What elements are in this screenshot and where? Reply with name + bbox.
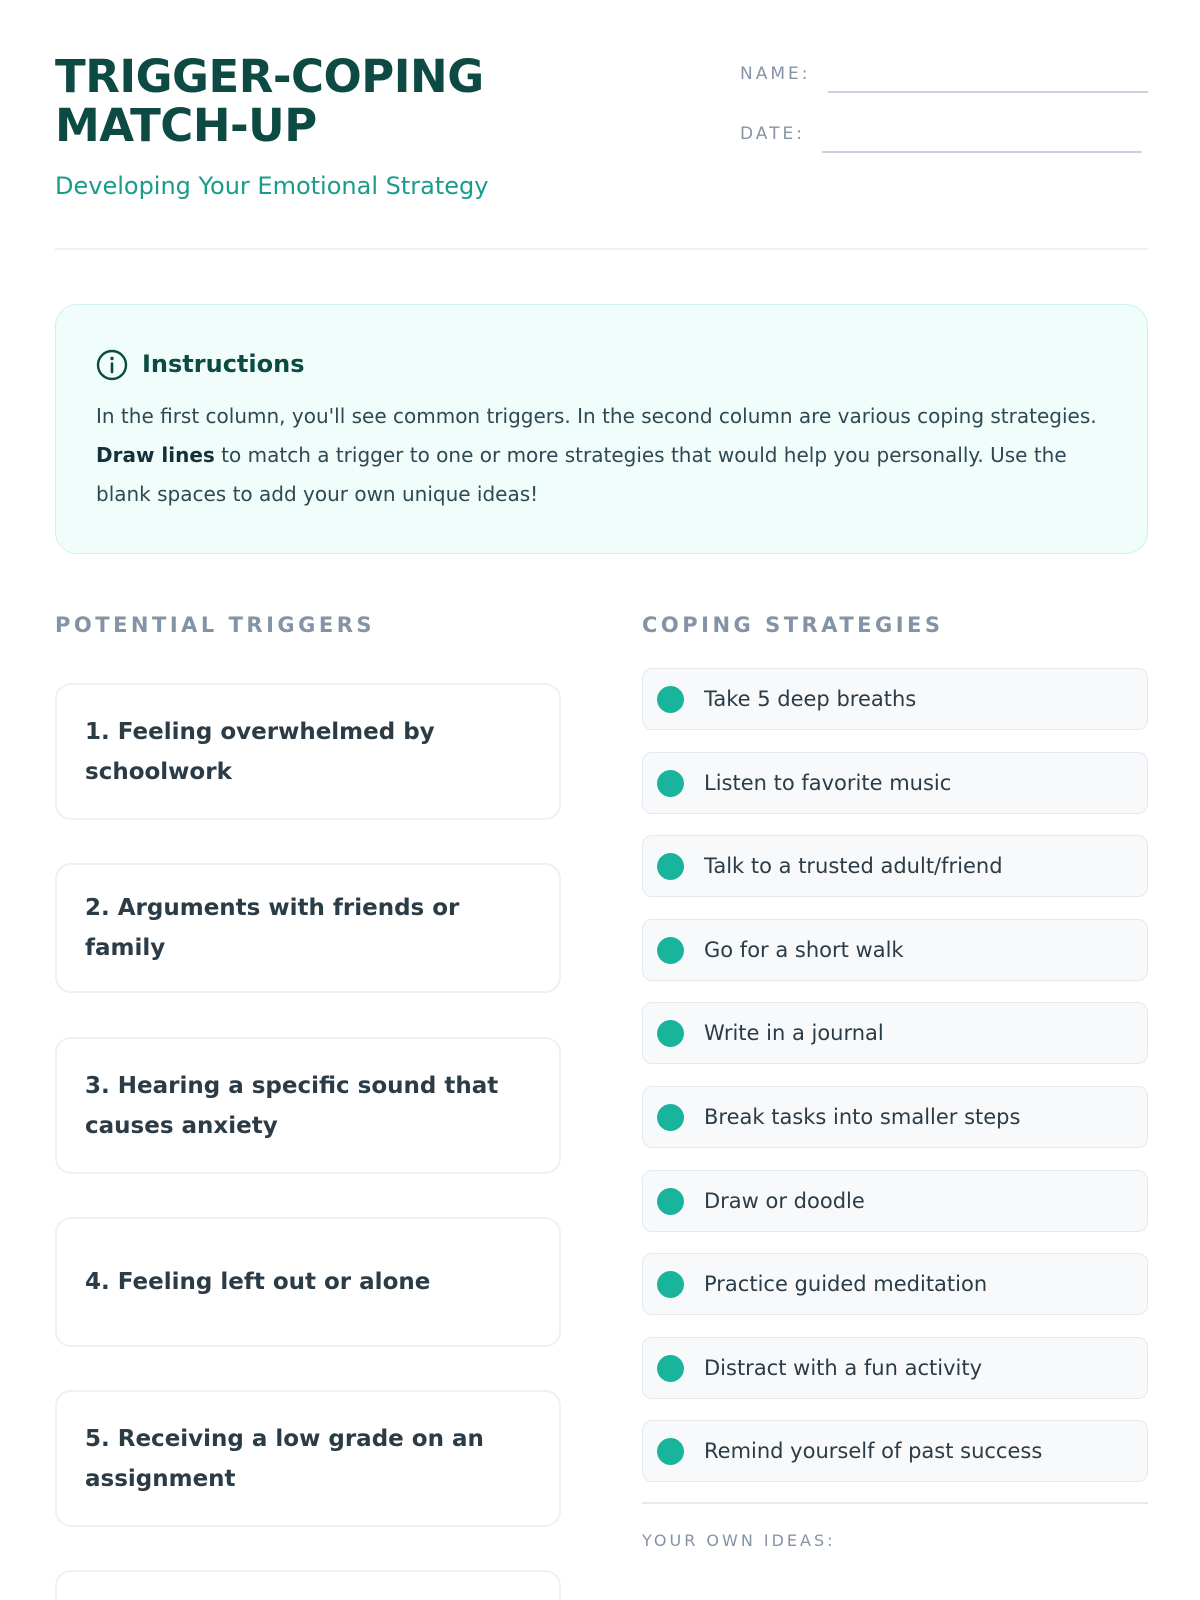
strategy-label: Break tasks into smaller steps (704, 1105, 1021, 1129)
strategy-label: Distract with a fun activity (704, 1356, 983, 1380)
strategy-item-2[interactable] (642, 752, 1148, 814)
date-field[interactable] (822, 151, 1142, 153)
trigger-text: 2. Arguments with friends or family (85, 895, 460, 961)
instructions-text (96, 397, 1106, 514)
trigger-card-blank[interactable] (55, 1570, 561, 1600)
strategy-item-7[interactable] (642, 1170, 1148, 1232)
strategy-item-3[interactable] (642, 835, 1148, 897)
strategy-item-9[interactable] (642, 1337, 1148, 1399)
trigger-text: 5. Receiving a low grade on an assignment (85, 1425, 484, 1492)
connector-dot[interactable] (657, 1355, 684, 1382)
strategy-label: Write in a journal (704, 1021, 884, 1045)
instructions-text-part: In the first column, you'll see common triggers. In the second column are various coping strategies. (96, 404, 1097, 428)
connector-dot[interactable] (657, 1188, 684, 1215)
triggers-heading: POTENTIAL TRIGGERS (55, 613, 375, 637)
page-title: TRIGGER-COPING MATCH-UP (55, 50, 484, 152)
trigger-text: 1. Feeling overwhelmed by schoolwork (85, 718, 435, 785)
strategy-item-5[interactable] (642, 1002, 1148, 1064)
own-ideas-label: YOUR OWN IDEAS: (642, 1531, 836, 1550)
trigger-card-5[interactable] (55, 1390, 561, 1527)
trigger-text: 4. Feeling left out or alone (85, 1269, 431, 1295)
header-divider (55, 248, 1148, 250)
strategy-item-6[interactable] (642, 1086, 1148, 1148)
strategy-item-8[interactable] (642, 1253, 1148, 1315)
strategy-item-1[interactable] (642, 668, 1148, 730)
page-subtitle: Developing Your Emotional Strategy (55, 172, 489, 200)
trigger-card-4[interactable] (55, 1217, 561, 1347)
strategy-label: Practice guided meditation (704, 1272, 988, 1296)
info-circle-icon (96, 349, 128, 381)
trigger-card-2[interactable] (55, 863, 561, 993)
strategy-item-10[interactable] (642, 1420, 1148, 1482)
strategy-label: Go for a short walk (704, 938, 904, 962)
trigger-card-1[interactable] (55, 683, 561, 820)
strategy-label: Talk to a trusted adult/friend (704, 854, 1003, 878)
connector-dot[interactable] (657, 1438, 684, 1465)
date-label: DATE: (740, 124, 805, 144)
instructions-panel (55, 304, 1148, 554)
connector-dot[interactable] (657, 937, 684, 964)
name-field[interactable] (828, 91, 1148, 93)
strategy-item-4[interactable] (642, 919, 1148, 981)
connector-dot[interactable] (657, 1020, 684, 1047)
instructions-text-emphasis: Draw lines (96, 443, 215, 467)
connector-dot[interactable] (657, 853, 684, 880)
connector-dot[interactable] (657, 1271, 684, 1298)
name-label: NAME: (740, 64, 811, 84)
connector-dot[interactable] (657, 686, 684, 713)
own-ideas-divider (642, 1502, 1148, 1504)
strategy-label: Remind yourself of past success (704, 1439, 1043, 1463)
connector-dot[interactable] (657, 1104, 684, 1131)
connector-dot[interactable] (657, 770, 684, 797)
trigger-text: 3. Hearing a specific sound that causes anxiety (85, 1072, 499, 1139)
strategy-label: Take 5 deep breaths (704, 687, 917, 711)
strategy-label: Listen to favorite music (704, 771, 952, 795)
strategy-label: Draw or doodle (704, 1189, 865, 1213)
instructions-text-part: to match a trigger to one or more strategies that would help you personally. Use the blank spaces to add your own unique ideas! (96, 443, 1067, 506)
trigger-card-3[interactable] (55, 1037, 561, 1174)
instructions-title: Instructions (142, 350, 305, 378)
strategies-heading: COPING STRATEGIES (642, 613, 944, 637)
